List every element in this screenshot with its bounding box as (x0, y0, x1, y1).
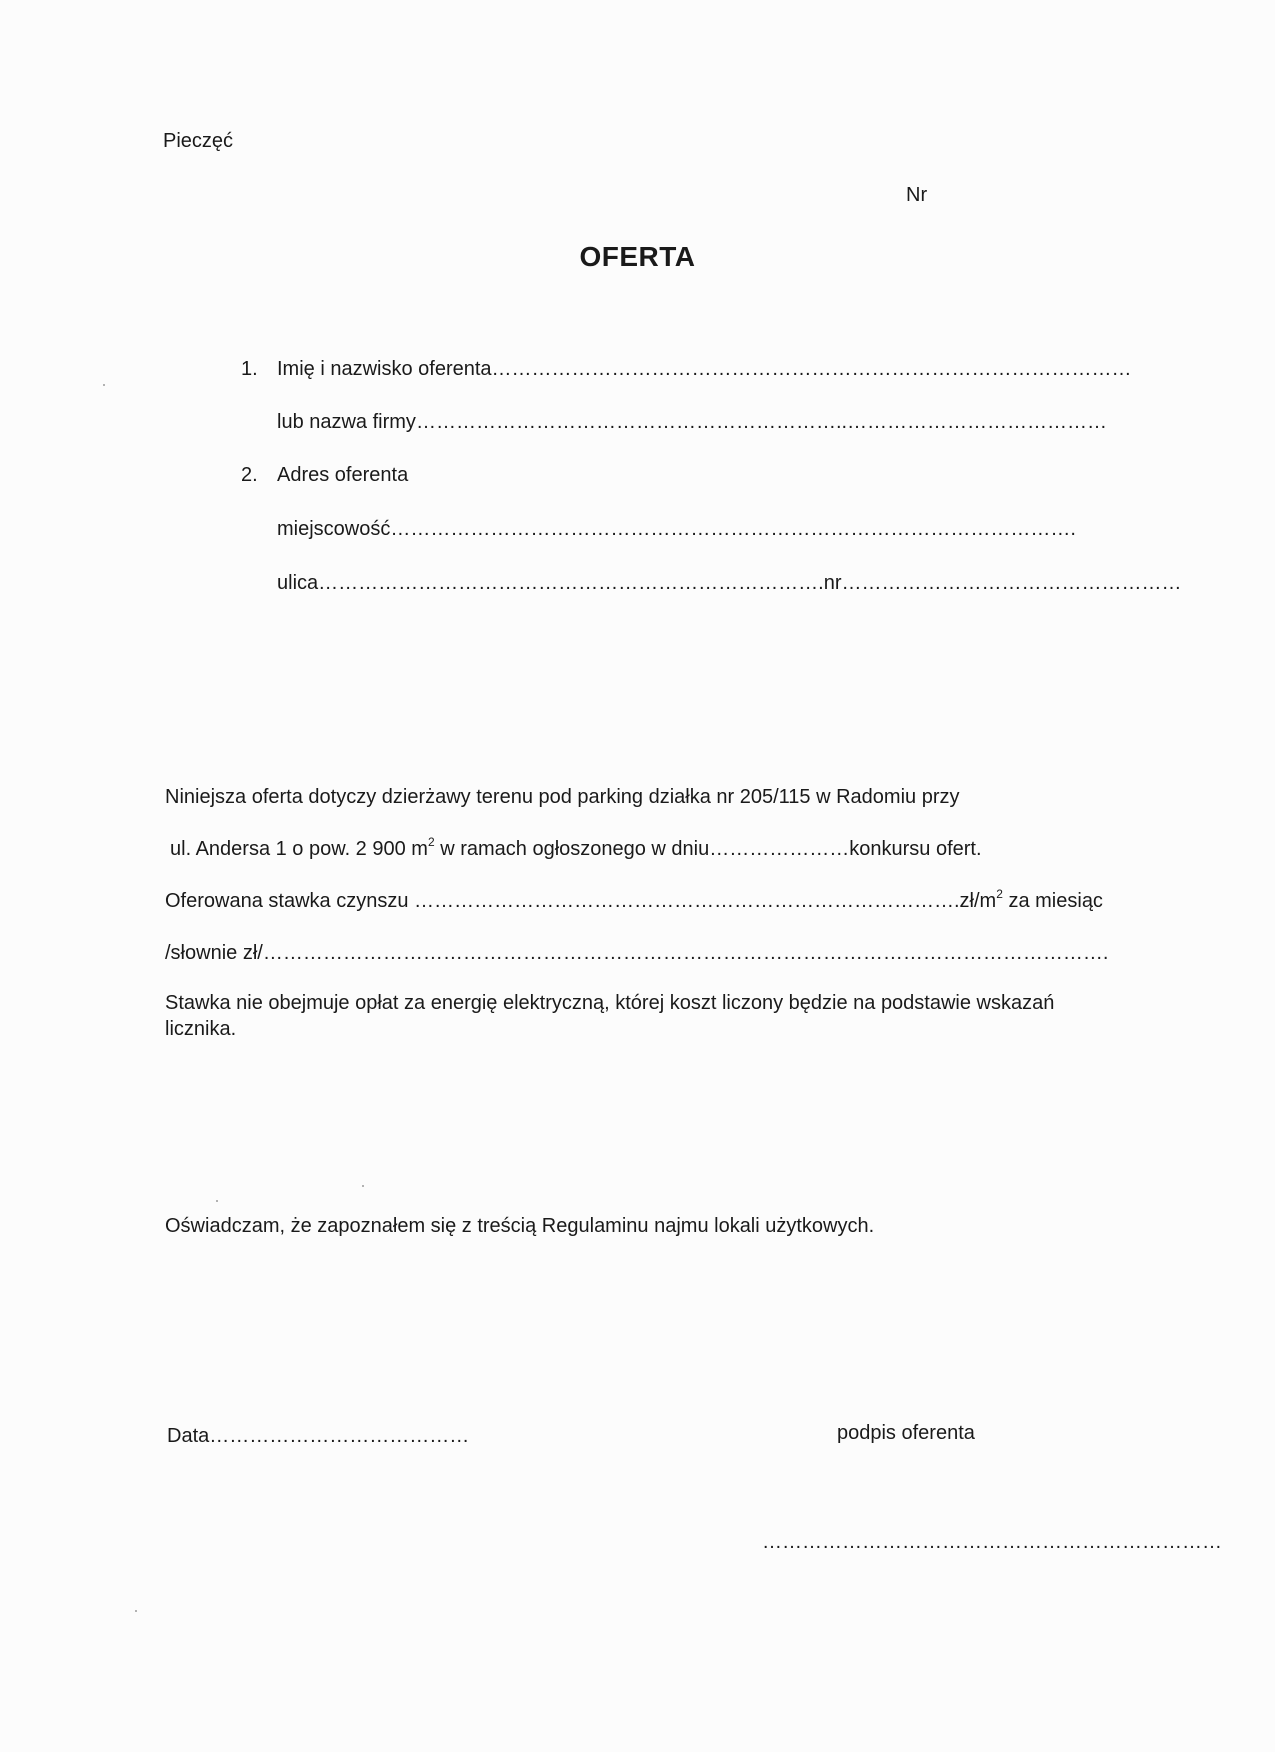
field-company-blank[interactable]: ………………………………………………………..………………………………… (415, 411, 1108, 433)
field-name-label: Imię i nazwisko oferenta (277, 358, 492, 380)
field-city (277, 517, 1076, 541)
declaration-text: Oświadczam, że zapoznałem się z treścią Regulaminu najmu lokali użytkowych. (165, 1215, 875, 1237)
field-company (277, 410, 1107, 434)
stamp-label: Pieczęć (163, 130, 234, 152)
electricity-note: Stawka nie obejmuje opłat za energię elektryczną, której koszt liczony będzie na podstawie wskazań licznika. (165, 992, 1055, 1040)
field-street-nr-label: nr (823, 572, 842, 594)
field-company-label: lub nazwa firmy (277, 411, 416, 433)
document-title: OFERTA (579, 241, 696, 272)
scan-speck (103, 384, 105, 386)
signature-blank[interactable]: …………………………………………………………… (762, 1531, 1222, 1553)
field-street (277, 571, 1182, 595)
offered-rate-blank[interactable]: Oferowana stawka czynszu ……………………………………………………………………….zł/m (165, 890, 997, 912)
field-name (241, 357, 1132, 381)
date-field (167, 1424, 469, 1448)
item-number: 1. (241, 358, 258, 380)
offer-description-line2 (170, 837, 982, 861)
scan-speck (362, 1185, 364, 1187)
announcement-date-text[interactable]: w ramach ogłoszonego w dniu…………………konkursu ofert. (434, 838, 982, 860)
field-street-nr-blank[interactable]: …………………………………………… (841, 572, 1182, 594)
signature-label: podpis oferenta (837, 1422, 975, 1444)
field-name-blank[interactable]: …………………………………………………………………………………… (491, 358, 1132, 380)
rate-period-text: za miesiąc (1002, 890, 1103, 912)
item-number: 2. (241, 464, 258, 486)
area-superscript: 2 (427, 835, 435, 850)
scan-speck (135, 1610, 137, 1612)
rate-unit-superscript: 2 (996, 887, 1003, 902)
date-blank[interactable]: ………………………………… (209, 1425, 470, 1447)
offered-rate-line (165, 889, 1103, 913)
field-city-label: miejscowość (277, 518, 391, 540)
field-street-label: ulica (277, 572, 319, 594)
offer-description-line1: Niniejsza oferta dotyczy dzierżawy terenu pod parking działka nr 205/115 w Radomiu przy (165, 786, 960, 808)
date-label: Data (167, 1425, 210, 1447)
number-label: Nr (906, 184, 928, 206)
rate-in-words-line[interactable]: /słownie zł/………………………………………………………………………………………………………………. (165, 942, 1109, 964)
address-label: Adres oferenta (277, 464, 409, 486)
field-street-blank[interactable]: …………………………………………………………………. (318, 572, 824, 594)
scan-speck (216, 1200, 218, 1202)
area-text: ul. Andersa 1 o pow. 2 900 m (170, 838, 428, 860)
field-city-blank[interactable]: …………………………………………………………………………………………. (390, 518, 1076, 540)
field-address-heading (241, 463, 408, 487)
